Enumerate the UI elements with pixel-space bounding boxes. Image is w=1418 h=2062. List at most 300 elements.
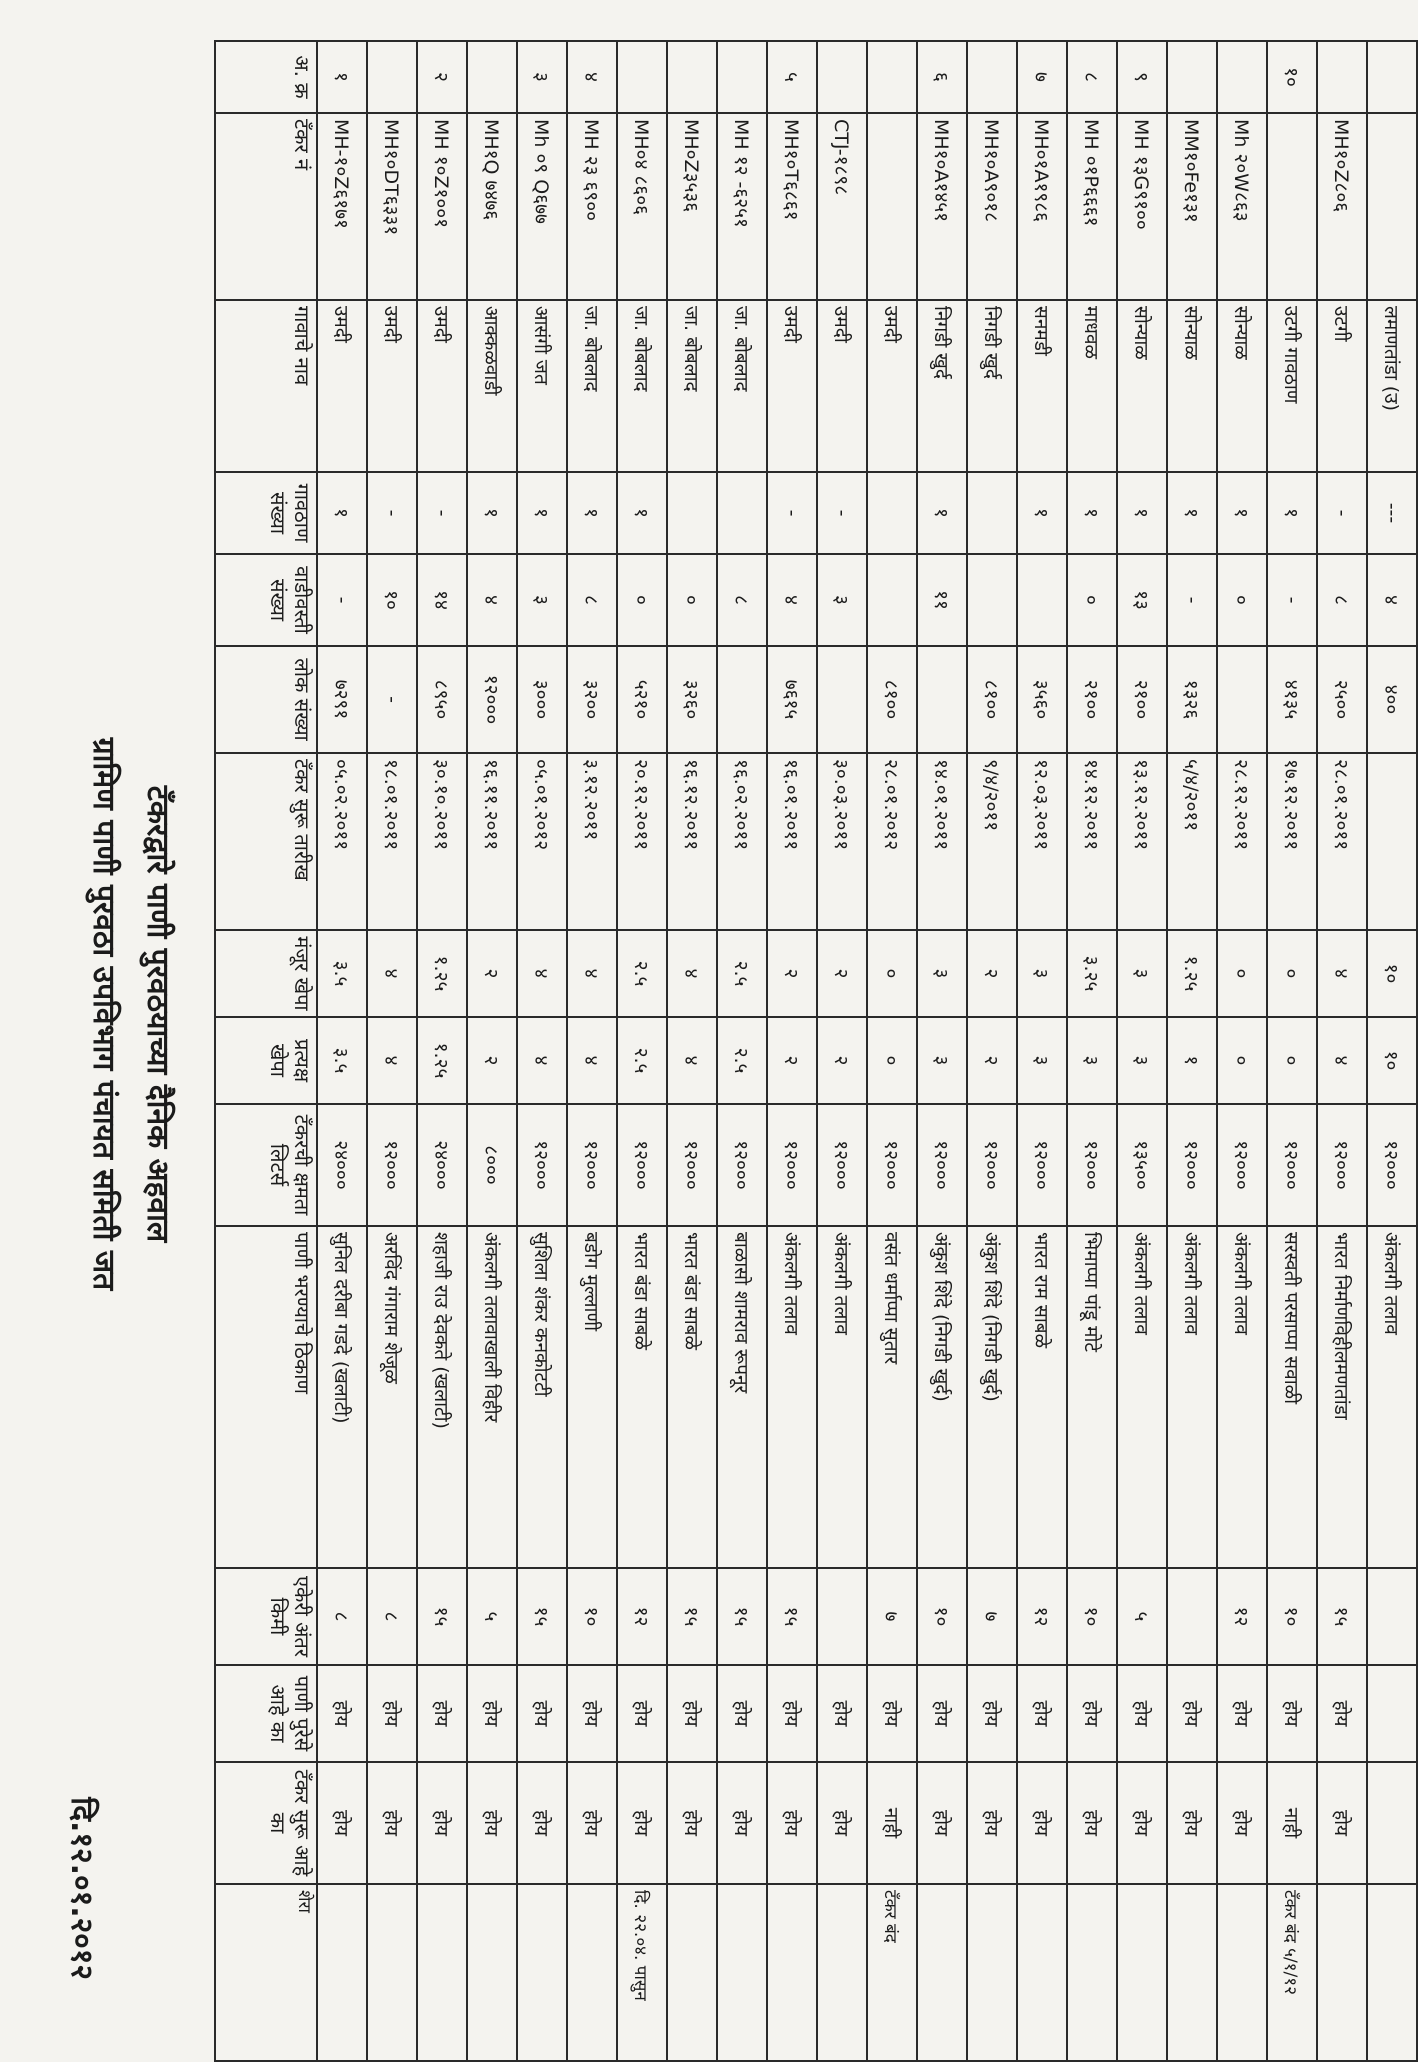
cell-pop <box>1217 646 1267 753</box>
cell-date: १७.१२.२०११ <box>1267 753 1317 930</box>
cell-sr: ९ <box>1117 41 1167 113</box>
table-row <box>967 41 1017 2061</box>
cell-pop: ८१०० <box>867 646 917 753</box>
cell-wadi: ० <box>1067 554 1117 646</box>
cell-wadi: - <box>317 554 367 646</box>
cell-rem <box>967 1884 1017 2061</box>
table-row <box>1267 41 1317 2061</box>
cell-place: वसंत धर्माप्पा सुतार <box>867 1226 917 1568</box>
cell-sr: ४ <box>567 41 617 113</box>
cell-tanker: MH १२ -६२५१ <box>717 113 767 300</box>
cell-dist <box>1167 1568 1217 1665</box>
cell-rem <box>567 1884 617 2061</box>
cell-sr: ७ <box>1017 41 1067 113</box>
cell-tanker: Mh २०W८६३ <box>1217 113 1267 300</box>
cell-dist: १० <box>1067 1568 1117 1665</box>
cell-gp: १ <box>567 472 617 554</box>
cell-dist: ७ <box>967 1568 1017 1665</box>
cell-suff: होय <box>817 1665 867 1762</box>
cell-village: उमदी <box>767 300 817 472</box>
cell-suff: होय <box>1117 1665 1167 1762</box>
cell-rem <box>367 1884 417 2061</box>
cell-wadi: ० <box>617 554 667 646</box>
cell-dist: १० <box>1267 1568 1317 1665</box>
cell-suff: होय <box>917 1665 967 1762</box>
cell-date: ३.१२.२०११ <box>567 753 617 930</box>
cell-wadi <box>967 554 1017 646</box>
cell-start: होय <box>1017 1762 1067 1884</box>
cell-place: भिमाप्पा पांडू मोटे <box>1067 1226 1117 1568</box>
cell-start: होय <box>1167 1762 1217 1884</box>
cell-tanker: Mh ०९ Q६७७ <box>517 113 567 300</box>
cell-pop: ३५६० <box>1017 646 1067 753</box>
cell-place: सरस्वती परसाप्पा सवाळी <box>1267 1226 1317 1568</box>
col-gp: गावठाण संख्या <box>215 472 317 554</box>
cell-suff: होय <box>517 1665 567 1762</box>
cell-village: आसंगी जत <box>517 300 567 472</box>
cell-sanc: २ <box>467 930 517 1017</box>
cell-rem <box>917 1884 967 2061</box>
cell-start: होय <box>367 1762 417 1884</box>
table-row <box>667 41 717 2061</box>
col-pop: लोक संख्या <box>215 646 317 753</box>
cell-dist: १५ <box>517 1568 567 1665</box>
cell-place: अंकलगी तलाव <box>1217 1226 1267 1568</box>
cell-act: ३ <box>1117 1017 1167 1104</box>
cell-village: उटगी गावठाण <box>1267 300 1317 472</box>
cell-cap: १२००० <box>767 1104 817 1226</box>
cell-pop: ४०० <box>1367 646 1417 753</box>
col-remarks: शेरा <box>215 1884 317 2061</box>
cell-start: होय <box>917 1762 967 1884</box>
table-row <box>1017 41 1067 2061</box>
col-sufficient: पाणी पुरेसे आहे का <box>215 1665 317 1762</box>
cell-wadi <box>867 554 917 646</box>
cell-rem <box>1017 1884 1067 2061</box>
col-village: गावाचे नाव <box>215 300 317 472</box>
cell-wadi: ३ <box>817 554 867 646</box>
cell-tanker: MH१०DT६३३१ <box>367 113 417 300</box>
cell-cap: १२००० <box>367 1104 417 1226</box>
cell-suff: होय <box>567 1665 617 1762</box>
cell-date: ०५.०२.२०११ <box>317 753 367 930</box>
cell-tanker <box>1367 113 1417 300</box>
table-row <box>1317 41 1367 2061</box>
cell-tanker: MH १३G९१०० <box>1117 113 1167 300</box>
cell-village: निगडी खुर्द <box>917 300 967 472</box>
cell-village: उटगी <box>1317 300 1367 472</box>
cell-village: उमदी <box>817 300 867 472</box>
cell-pop <box>817 646 867 753</box>
cell-act: १० <box>1367 1017 1417 1104</box>
cell-place: अंकुश शिंदे (निगडी खुर्द) <box>917 1226 967 1568</box>
cell-sanc: ० <box>1217 930 1267 1017</box>
cell-gp: --- <box>1367 472 1417 554</box>
cell-place: भारत राम साबळे <box>1017 1226 1067 1568</box>
cell-start: नाही <box>867 1762 917 1884</box>
cell-gp <box>967 472 1017 554</box>
cell-tanker: MH१०T६८६१ <box>767 113 817 300</box>
cell-date: ९/४/२०११ <box>967 753 1017 930</box>
table-row <box>1367 41 1417 2061</box>
cell-sr: १ <box>317 41 367 113</box>
cell-cap: २४००० <box>417 1104 467 1226</box>
cell-cap: १२००० <box>617 1104 667 1226</box>
cell-pop: ८९५० <box>417 646 467 753</box>
cell-village: जा. बोबलाद <box>667 300 717 472</box>
cell-dist: ७ <box>867 1568 917 1665</box>
cell-act: ४ <box>567 1017 617 1104</box>
cell-suff: होय <box>1167 1665 1217 1762</box>
cell-wadi: - <box>1267 554 1317 646</box>
cell-sanc: १.२५ <box>417 930 467 1017</box>
cell-sanc: ४ <box>667 930 717 1017</box>
cell-rem <box>1067 1884 1117 2061</box>
cell-gp: १ <box>617 472 667 554</box>
cell-wadi: ३ <box>517 554 567 646</box>
cell-tanker: MH०Z३५३६ <box>667 113 717 300</box>
cell-wadi: १० <box>367 554 417 646</box>
cell-start: होय <box>317 1762 367 1884</box>
cell-place: भारत बंडा साबळे <box>617 1226 667 1568</box>
cell-wadi: ४ <box>1367 554 1417 646</box>
cell-date: ३०.१०.२०११ <box>417 753 467 930</box>
cell-sr <box>1367 41 1417 113</box>
cell-sr: ८ <box>1067 41 1117 113</box>
cell-start: होय <box>1067 1762 1117 1884</box>
cell-tanker: MH०४ ८६०६ <box>617 113 667 300</box>
cell-act: ४ <box>1317 1017 1367 1104</box>
cell-wadi <box>1017 554 1067 646</box>
cell-dist: १२ <box>617 1568 667 1665</box>
col-wadi: वाडीवस्ती संख्या <box>215 554 317 646</box>
cell-suff: होय <box>467 1665 517 1762</box>
cell-wadi: ४ <box>467 554 517 646</box>
cell-place: अरविंद गंगाराम शेजूळ <box>367 1226 417 1568</box>
cell-dist: १२ <box>1017 1568 1067 1665</box>
cell-village: जा. बोबलाद <box>717 300 767 472</box>
cell-act: ३ <box>917 1017 967 1104</box>
cell-date: २०.१२.२०११ <box>617 753 667 930</box>
col-date: टँकर सुरू तारीख <box>215 753 317 930</box>
cell-act: ४ <box>517 1017 567 1104</box>
cell-dist: १५ <box>1317 1568 1367 1665</box>
cell-rem <box>1317 1884 1367 2061</box>
cell-rem <box>467 1884 517 2061</box>
cell-act: २ <box>817 1017 867 1104</box>
cell-suff: होय <box>1267 1665 1317 1762</box>
cell-dist: १५ <box>717 1568 767 1665</box>
cell-sr: १० <box>1267 41 1317 113</box>
cell-wadi: ८ <box>567 554 617 646</box>
cell-dist: १५ <box>767 1568 817 1665</box>
cell-start: होय <box>817 1762 867 1884</box>
cell-rem: दि. २२.०४. पासुन <box>617 1884 667 2061</box>
cell-dist: ५ <box>1117 1568 1167 1665</box>
cell-sanc: २ <box>817 930 867 1017</box>
cell-pop: ८१०० <box>967 646 1017 753</box>
cell-tanker: MM१०Fe१३१ <box>1167 113 1217 300</box>
cell-suff: होय <box>417 1665 467 1762</box>
cell-place: अंकुश शिंदे (निगडी खुर्द) <box>967 1226 1017 1568</box>
cell-start: होय <box>1317 1762 1367 1884</box>
cell-village: उमदी <box>317 300 367 472</box>
table-row <box>817 41 867 2061</box>
cell-suff: होय <box>667 1665 717 1762</box>
cell-rem <box>667 1884 717 2061</box>
table-row <box>367 41 417 2061</box>
table-row <box>567 41 617 2061</box>
cell-tanker: MH१०A१४५१ <box>917 113 967 300</box>
cell-cap: १२००० <box>567 1104 617 1226</box>
cell-village: सोन्याळ <box>1117 300 1167 472</box>
cell-gp: १ <box>1217 472 1267 554</box>
cell-pop: २१०० <box>1117 646 1167 753</box>
cell-sanc: ४ <box>567 930 617 1017</box>
cell-suff: होय <box>367 1665 417 1762</box>
cell-start: होय <box>567 1762 617 1884</box>
table-row <box>717 41 767 2061</box>
cell-start: होय <box>967 1762 1017 1884</box>
cell-gp: १ <box>1167 472 1217 554</box>
cell-dist: १० <box>567 1568 617 1665</box>
cell-village: उमदी <box>367 300 417 472</box>
cell-sanc: ० <box>1267 930 1317 1017</box>
cell-start: होय <box>1217 1762 1267 1884</box>
col-actual: प्रत्यक्ष खेपा <box>215 1017 317 1104</box>
cell-date: १४.१२.२०११ <box>1067 753 1117 930</box>
cell-gp: १ <box>1067 472 1117 554</box>
cell-place: अंकलगी तलावाखाली विहीर <box>467 1226 517 1568</box>
cell-sanc: ३ <box>1017 930 1067 1017</box>
cell-act: १.२५ <box>417 1017 467 1104</box>
cell-sanc: २ <box>767 930 817 1017</box>
cell-act: ३ <box>1067 1017 1117 1104</box>
cell-sr <box>817 41 867 113</box>
table-row <box>317 41 367 2061</box>
cell-cap: १२००० <box>967 1104 1017 1226</box>
cell-place: भारत बंडा साबळे <box>667 1226 717 1568</box>
cell-suff: होय <box>1017 1665 1067 1762</box>
cell-sanc: ३ <box>1117 930 1167 1017</box>
cell-start <box>1367 1762 1417 1884</box>
cell-gp: १ <box>917 472 967 554</box>
cell-pop: ७२९१ <box>317 646 367 753</box>
cell-sanc: ३.२५ <box>1067 930 1117 1017</box>
cell-pop: ३००० <box>517 646 567 753</box>
cell-wadi: १४ <box>417 554 467 646</box>
cell-act: १ <box>1167 1017 1217 1104</box>
cell-cap: १२००० <box>1167 1104 1217 1226</box>
cell-gp: १ <box>317 472 367 554</box>
cell-sr <box>1167 41 1217 113</box>
cell-cap: १२००० <box>1317 1104 1367 1226</box>
cell-sr: ३ <box>517 41 567 113</box>
cell-sanc: ४ <box>367 930 417 1017</box>
cell-tanker: CTJ-१८९८ <box>817 113 867 300</box>
cell-sanc: ४ <box>1317 930 1367 1017</box>
cell-start: होय <box>667 1762 717 1884</box>
cell-tanker: MH१Q ७४७६ <box>467 113 517 300</box>
cell-rem <box>517 1884 567 2061</box>
cell-start: होय <box>617 1762 667 1884</box>
table-row <box>517 41 567 2061</box>
cell-cap: १२००० <box>1367 1104 1417 1226</box>
cell-start: होय <box>767 1762 817 1884</box>
cell-pop: ५२१० <box>617 646 667 753</box>
cell-start: होय <box>517 1762 567 1884</box>
cell-suff: होय <box>767 1665 817 1762</box>
cell-act: ३.५ <box>317 1017 367 1104</box>
cell-act: २.५ <box>617 1017 667 1104</box>
cell-date: १६.०१.२०११ <box>767 753 817 930</box>
cell-date: १६.१२.२०११ <box>667 753 717 930</box>
col-tanker: टँकर नं <box>215 113 317 300</box>
cell-place: बाळासो शामराव रूपनूर <box>717 1226 767 1568</box>
cell-act: २.५ <box>717 1017 767 1104</box>
table-row <box>1167 41 1217 2061</box>
cell-date: ०५.०१.२०१२ <box>517 753 567 930</box>
cell-village: सोन्याळ <box>1167 300 1217 472</box>
cell-sanc: ० <box>867 930 917 1017</box>
cell-place: अंकलगी तलाव <box>1367 1226 1417 1568</box>
cell-dist: ८ <box>367 1568 417 1665</box>
cell-tanker: MH१०A९०१८ <box>967 113 1017 300</box>
table-row <box>1117 41 1167 2061</box>
cell-sanc: ३.५ <box>317 930 367 1017</box>
cell-date: १४.०१.२०११ <box>917 753 967 930</box>
cell-sanc: ३ <box>917 930 967 1017</box>
cell-rem <box>1217 1884 1267 2061</box>
cell-sr <box>367 41 417 113</box>
cell-pop: २१०० <box>1067 646 1117 753</box>
cell-gp: १ <box>1267 472 1317 554</box>
cell-rem <box>717 1884 767 2061</box>
cell-dist <box>1367 1568 1417 1665</box>
report-title: टँकरद्वारे पाणी पुरवठयाच्या दैनिक अहवाल <box>140 785 175 1243</box>
cell-sanc: १.२५ <box>1167 930 1217 1017</box>
cell-rem: टँकर बंद <box>867 1884 917 2061</box>
cell-village: उमदी <box>417 300 467 472</box>
cell-rem <box>817 1884 867 2061</box>
cell-date: १६.११.२०११ <box>467 753 517 930</box>
cell-suff: होय <box>867 1665 917 1762</box>
cell-act: ४ <box>367 1017 417 1104</box>
cell-sr <box>1317 41 1367 113</box>
table-row <box>917 41 967 2061</box>
table-header-row <box>215 41 317 2061</box>
cell-act: ० <box>1267 1017 1317 1104</box>
cell-tanker <box>867 113 917 300</box>
cell-village: जा. बोबलाद <box>617 300 667 472</box>
cell-act: ० <box>867 1017 917 1104</box>
cell-rem: टँकर बंद ५/१/१२ <box>1267 1884 1317 2061</box>
cell-sr <box>967 41 1017 113</box>
cell-sanc: २ <box>967 930 1017 1017</box>
cell-wadi: ८ <box>1317 554 1367 646</box>
cell-place: अंकलगी तलाव <box>1167 1226 1217 1568</box>
cell-gp: - <box>417 472 467 554</box>
cell-village: लमाणतांडा (उ) <box>1367 300 1417 472</box>
cell-tanker: MH ०१P६६६१ <box>1067 113 1117 300</box>
col-sr: अ. क्र <box>215 41 317 113</box>
cell-cap: १२००० <box>1217 1104 1267 1226</box>
cell-place: अंकलगी तलाव <box>767 1226 817 1568</box>
cell-village: सनमडी <box>1017 300 1067 472</box>
cell-date: २८.१२.२०११ <box>1217 753 1267 930</box>
cell-pop: १३२६ <box>1167 646 1217 753</box>
cell-gp: १ <box>517 472 567 554</box>
cell-date: १६.०२.२०११ <box>717 753 767 930</box>
cell-suff: होय <box>317 1665 367 1762</box>
col-place: पाणी भरण्याचे ठिकाण <box>215 1226 317 1568</box>
cell-suff: होय <box>1317 1665 1367 1762</box>
cell-date <box>1367 753 1417 930</box>
cell-pop: ३२६० <box>667 646 717 753</box>
cell-tanker: MH २३ ६९०० <box>567 113 617 300</box>
cell-suff: होय <box>967 1665 1017 1762</box>
table-row <box>767 41 817 2061</box>
cell-start: होय <box>1117 1762 1167 1884</box>
cell-gp <box>867 472 917 554</box>
cell-pop: ७६१५ <box>767 646 817 753</box>
report-date: दि.१२.०१.२०१२ <box>64 1797 99 1980</box>
cell-act: ४ <box>667 1017 717 1104</box>
cell-village: जा. बोबलाद <box>567 300 617 472</box>
cell-suff: होय <box>1217 1665 1267 1762</box>
cell-rem <box>1367 1884 1417 2061</box>
cell-tanker: MH०१A१९८६ <box>1017 113 1067 300</box>
cell-gp <box>717 472 767 554</box>
table-row <box>1217 41 1267 2061</box>
cell-cap: १२००० <box>817 1104 867 1226</box>
cell-cap: २४००० <box>317 1104 367 1226</box>
cell-village: माधवळ <box>1067 300 1117 472</box>
cell-place: अंकलगी तलाव <box>1117 1226 1167 1568</box>
cell-gp: - <box>817 472 867 554</box>
cell-tanker: MH१०Z८०६ <box>1317 113 1367 300</box>
cell-wadi: ४ <box>767 554 817 646</box>
cell-dist: ५ <box>467 1568 517 1665</box>
cell-sr <box>717 41 767 113</box>
cell-cap: १२००० <box>667 1104 717 1226</box>
cell-village: उमदी <box>867 300 917 472</box>
cell-place: शहाजी राउ देवकते (खलाटी) <box>417 1226 467 1568</box>
cell-act: २ <box>967 1017 1017 1104</box>
cell-sr <box>667 41 717 113</box>
cell-pop <box>717 646 767 753</box>
cell-wadi: ८ <box>717 554 767 646</box>
cell-cap: १२००० <box>517 1104 567 1226</box>
cell-date: ३०.०३.२०११ <box>817 753 867 930</box>
cell-sr <box>1217 41 1267 113</box>
office-title: ग्रामिण पाणी पुरवठा उपविभाग पंचायत समिती जत <box>86 737 121 1291</box>
col-capacity: टँकरची क्षमता लिटर्स <box>215 1104 317 1226</box>
cell-rem <box>767 1884 817 2061</box>
cell-dist: १० <box>917 1568 967 1665</box>
cell-cap: १२००० <box>1267 1104 1317 1226</box>
cell-cap: १२००० <box>717 1104 767 1226</box>
cell-gp: १ <box>1117 472 1167 554</box>
cell-place: बडोग मुल्लाणी <box>567 1226 617 1568</box>
table-row <box>617 41 667 2061</box>
cell-pop: २५०० <box>1317 646 1367 753</box>
cell-start: होय <box>467 1762 517 1884</box>
cell-date: २८.०१.२०११ <box>1317 753 1367 930</box>
cell-start: होय <box>417 1762 467 1884</box>
col-started: टँकर सुरू आहे का <box>215 1762 317 1884</box>
cell-date: ५/४/२०११ <box>1167 753 1217 930</box>
